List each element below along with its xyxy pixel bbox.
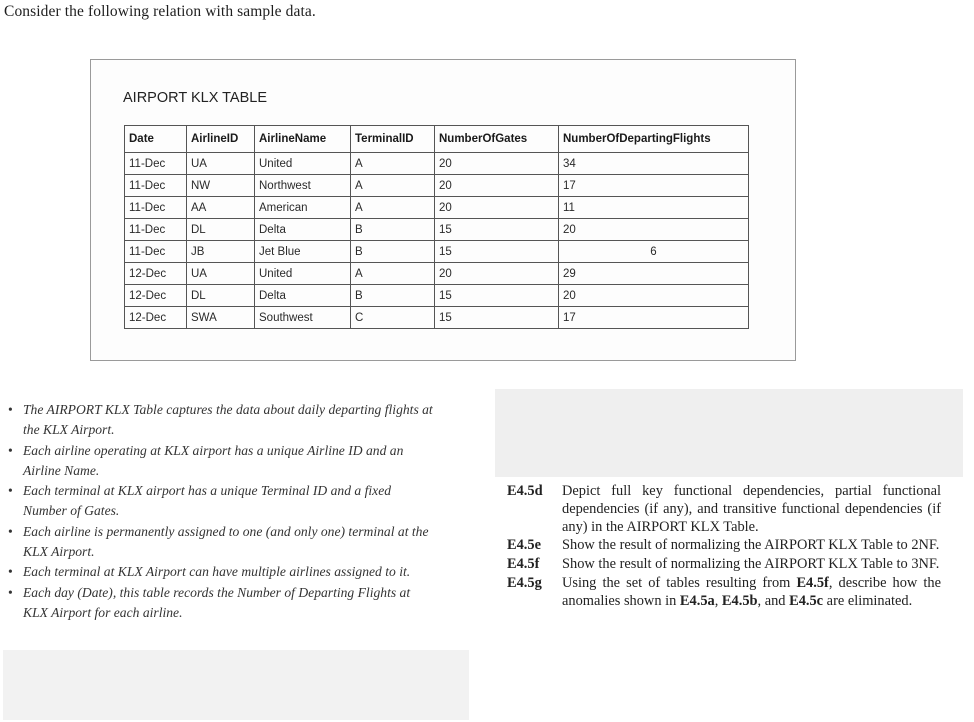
table-cell: 20 [435,197,559,219]
table-cell: A [351,175,435,197]
table-header-row [125,126,749,153]
column-header: NumberOfGates [435,126,559,153]
exercise-reference: E4.5b [721,592,758,609]
bullet-item: • Each terminal at KLX Airport can have multiple airlines assigned to it. [8,562,438,582]
table-cell: 12-Dec [125,307,187,329]
exercise-text: Show the result of normalizing the AIRPORT KLX Table to 2NF. [562,537,940,554]
exercise-item [507,537,941,555]
column-header: Date [125,126,187,153]
table-cell: Delta [255,285,351,307]
exercise-item [507,483,941,536]
table-cell: C [351,307,435,329]
table-cell: 12-Dec [125,285,187,307]
exercise-text-part: Using the set of tables resulting from [562,574,797,591]
table-row [125,307,749,329]
table-cell: 11-Dec [125,153,187,175]
exercise-text-part: , describe how the anomalies shown in [562,574,941,609]
bullet-item: • The AIRPORT KLX Table captures the data about daily departing flights at the KLX Airport. [8,400,438,441]
redacted-region [3,650,469,720]
bullet-item: • Each airline is permanently assigned to one (and only one) terminal at the KLX Airport. [8,522,438,563]
exercise-text-part: , [714,592,722,609]
table-cell: 11-Dec [125,175,187,197]
table-cell: JB [187,241,255,263]
table-cell: 20 [435,153,559,175]
table-cell: 11-Dec [125,219,187,241]
table-cell: B [351,285,435,307]
exercise-text: Depict full key functional dependencies, partial functional dependencies (if any), and transitive functional dependencies (if any) in the AIRPORT KLX Table. [562,483,941,535]
table-cell: 6 [559,241,749,263]
column-header: AirlineName [255,126,351,153]
table-cell: United [255,153,351,175]
table-cell: Southwest [255,307,351,329]
table-cell: 15 [435,307,559,329]
table-cell: UA [187,263,255,285]
table-row [125,241,749,263]
table-cell: 20 [435,175,559,197]
exercise-text [562,575,941,611]
exercise-id: E4.5g [507,574,542,591]
table-cell: 15 [435,241,559,263]
exercise-item [507,575,941,611]
table-cell: NW [187,175,255,197]
table-cell: Northwest [255,175,351,197]
table-cell: 12-Dec [125,263,187,285]
table-cell: A [351,197,435,219]
column-header: AirlineID [187,126,255,153]
table-cell: A [351,263,435,285]
table-title: AIRPORT KLX TABLE [123,90,267,106]
exercise-text-part: are eliminated. [823,592,913,609]
table-cell: 20 [559,285,749,307]
bullet-list [8,400,438,623]
exercise-reference: E4.5f [796,574,829,591]
table-cell: DL [187,219,255,241]
table-cell: 11-Dec [125,241,187,263]
exercise-list [507,483,941,612]
table-cell: Jet Blue [255,241,351,263]
table-cell: A [351,153,435,175]
table-row [125,175,749,197]
table-cell: Delta [255,219,351,241]
table-cell: DL [187,285,255,307]
table-cell: 11 [559,197,749,219]
exercise-reference: E4.5c [789,592,824,609]
exercise-id: E4.5d [507,483,543,499]
table-cell: B [351,219,435,241]
column-header: NumberOfDepartingFlights [559,126,749,153]
table-row [125,285,749,307]
exercise-id: E4.5e [507,537,541,554]
redacted-region [495,389,963,477]
table-cell: SWA [187,307,255,329]
exercise-reference: E4.5a [679,592,715,609]
intro-text: Consider the following relation with sample data. [4,3,316,20]
bullet-item: • Each airline operating at KLX airport has a unique Airline ID and an Airline Name. [8,441,438,482]
exercise-text: Show the result of normalizing the AIRPORT KLX Table to 3NF. [562,556,940,573]
table-body [125,153,749,329]
exercise-text-part: , and [757,592,790,609]
table-cell: United [255,263,351,285]
bullet-item: • Each terminal at KLX airport has a unique Terminal ID and a fixed Number of Gates. [8,481,438,522]
table-cell: 20 [435,263,559,285]
exercise-item [507,556,941,574]
table-cell: 29 [559,263,749,285]
table-cell: 34 [559,153,749,175]
column-header: TerminalID [351,126,435,153]
table-row [125,197,749,219]
exercise-id: E4.5f [507,556,540,573]
table-cell: UA [187,153,255,175]
table-row [125,263,749,285]
table-cell: 17 [559,175,749,197]
table-figure [90,59,796,361]
table-cell: B [351,241,435,263]
table-cell: 15 [435,285,559,307]
table-cell: 17 [559,307,749,329]
table-cell: 11-Dec [125,197,187,219]
table-row [125,153,749,175]
table-cell: American [255,197,351,219]
airport-klx-table [124,125,749,329]
bullet-item: • Each day (Date), this table records the Number of Departing Flights at KLX Airport for each airline. [8,583,438,624]
table-cell: 15 [435,219,559,241]
table-cell: 20 [559,219,749,241]
table-cell: AA [187,197,255,219]
table-row [125,219,749,241]
